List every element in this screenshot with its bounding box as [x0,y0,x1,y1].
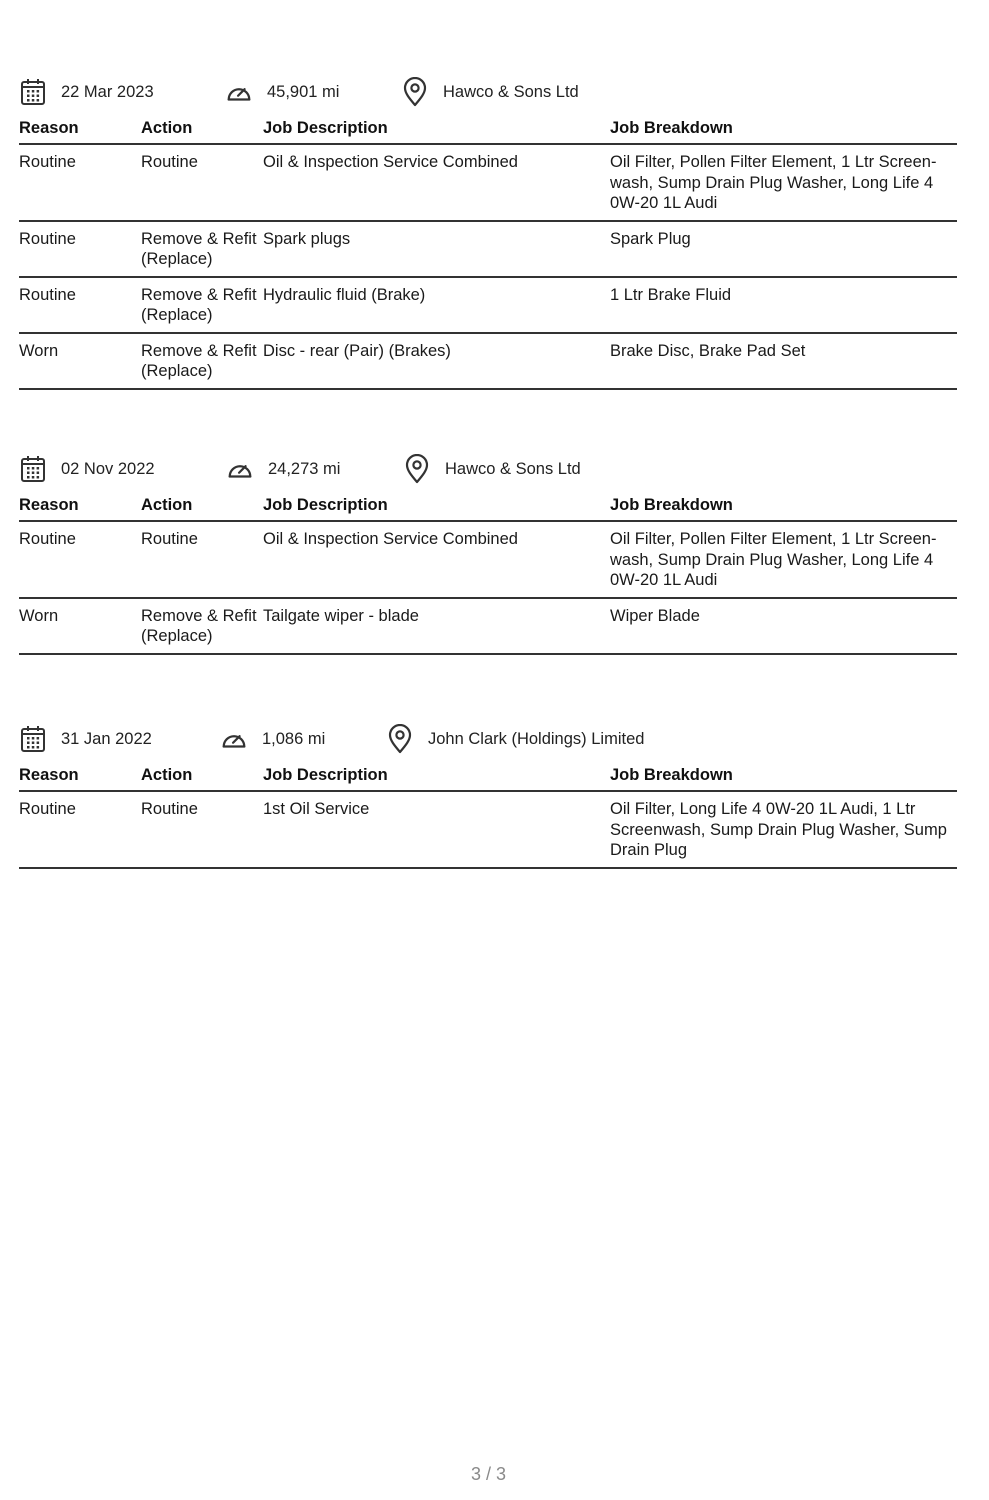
job-table [19,761,957,869]
job-table [19,114,957,390]
location-pin-icon [401,77,429,107]
table-row [19,791,957,868]
mileage-item [220,721,325,757]
table-row [19,521,957,598]
service-record-1 [19,74,957,390]
date-item [19,74,154,110]
speedometer-icon [225,77,253,107]
calendar-icon [19,454,47,484]
record-meta [19,451,957,487]
header-reason: Reason [19,761,141,791]
cell-reason: Worn [19,333,141,389]
date-item [19,721,152,757]
table-header-row [19,761,957,791]
cell-description: Hydraulic fluid (Brake) [263,277,610,333]
cell-action: Remove & Refit (Replace) [141,221,263,277]
cell-reason: Routine [19,791,141,868]
service-mileage: 45,901 mi [267,82,340,101]
service-record-3 [19,721,957,869]
service-date: 22 Mar 2023 [61,82,154,101]
cell-reason: Routine [19,144,141,221]
service-date: 31 Jan 2022 [61,729,152,748]
garage-item [401,74,579,110]
cell-breakdown: Oil Filter, Pollen Filter Element, 1 Ltr Screen-wash, Sump Drain Plug Washer, Long Life 4 0W-20 1L Audi [610,521,957,598]
cell-breakdown: 1 Ltr Brake Fluid [610,277,957,333]
header-job-description: Job Description [263,491,610,521]
cell-breakdown: Wiper Blade [610,598,957,654]
service-record-2 [19,451,957,655]
cell-reason: Routine [19,521,141,598]
cell-action: Remove & Refit (Replace) [141,277,263,333]
mileage-item [225,74,339,110]
table-row [19,333,957,389]
cell-description: Tailgate wiper - blade [263,598,610,654]
garage-item [386,721,644,757]
cell-action: Routine [141,521,263,598]
header-job-breakdown: Job Breakdown [610,491,957,521]
calendar-icon [19,724,47,754]
cell-action: Remove & Refit (Replace) [141,598,263,654]
table-row [19,221,957,277]
page-indicator: 3 / 3 [470,1464,507,1484]
cell-reason: Worn [19,598,141,654]
record-meta [19,721,957,757]
cell-breakdown: Oil Filter, Long Life 4 0W-20 1L Audi, 1 Ltr Screenwash, Sump Drain Plug Washer, Sump Drain Plug [610,791,957,868]
garage-item [403,451,581,487]
cell-action: Routine [141,144,263,221]
service-garage: John Clark (Holdings) Limited [428,729,645,748]
mileage-item [226,451,340,487]
cell-action: Routine [141,791,263,868]
service-garage: Hawco & Sons Ltd [443,82,579,101]
location-pin-icon [403,454,431,484]
calendar-icon [19,77,47,107]
location-pin-icon [386,724,414,754]
service-mileage: 24,273 mi [268,459,341,478]
cell-description: 1st Oil Service [263,791,610,868]
cell-description: Oil & Inspection Service Combined [263,144,610,221]
cell-description: Oil & Inspection Service Combined [263,521,610,598]
header-job-description: Job Description [263,761,610,791]
cell-reason: Routine [19,221,141,277]
speedometer-icon [226,454,254,484]
header-action: Action [141,114,263,144]
header-action: Action [141,491,263,521]
table-header-row [19,491,957,521]
cell-description: Spark plugs [263,221,610,277]
table-header-row [19,114,957,144]
service-date: 02 Nov 2022 [61,459,155,478]
table-row [19,598,957,654]
cell-breakdown: Spark Plug [610,221,957,277]
header-reason: Reason [19,114,141,144]
header-job-description: Job Description [263,114,610,144]
service-mileage: 1,086 mi [262,729,326,748]
cell-breakdown: Oil Filter, Pollen Filter Element, 1 Ltr Screen-wash, Sump Drain Plug Washer, Long Life 4 0W-20 1L Audi [610,144,957,221]
record-meta [19,74,957,110]
cell-action: Remove & Refit (Replace) [141,333,263,389]
header-job-breakdown: Job Breakdown [610,761,957,791]
header-reason: Reason [19,491,141,521]
service-garage: Hawco & Sons Ltd [445,459,581,478]
cell-breakdown: Brake Disc, Brake Pad Set [610,333,957,389]
cell-reason: Routine [19,277,141,333]
speedometer-icon [220,724,248,754]
table-row [19,277,957,333]
date-item [19,451,155,487]
cell-description: Disc - rear (Pair) (Brakes) [263,333,610,389]
header-action: Action [141,761,263,791]
header-job-breakdown: Job Breakdown [610,114,957,144]
table-row [19,144,957,221]
job-table [19,491,957,655]
